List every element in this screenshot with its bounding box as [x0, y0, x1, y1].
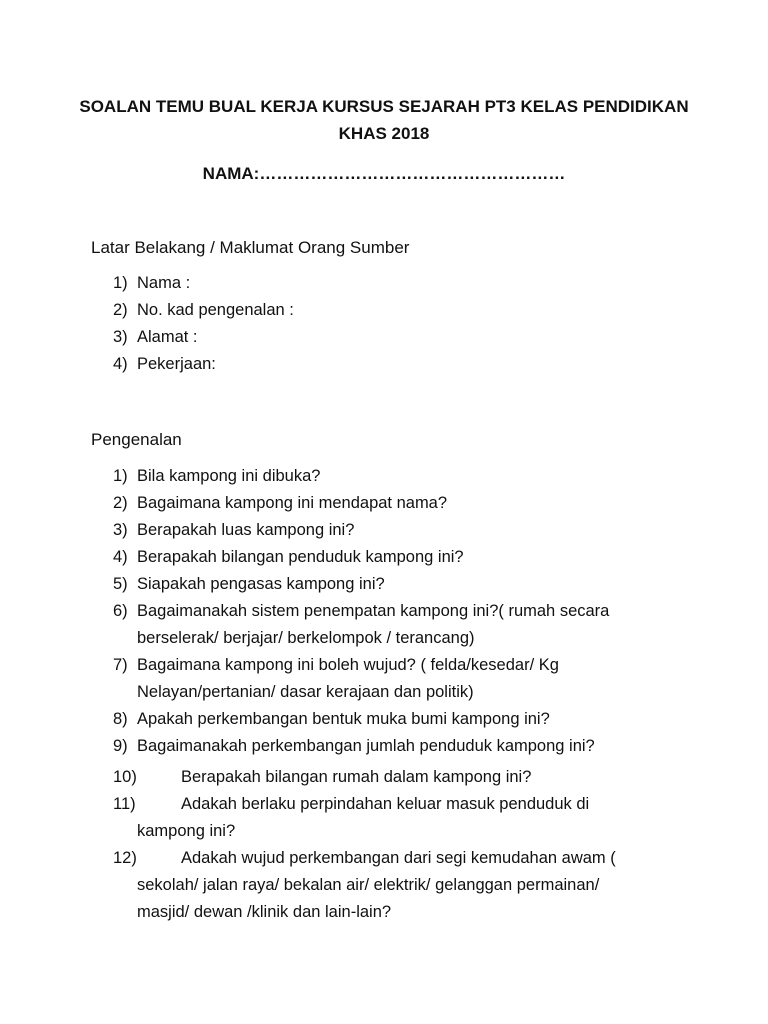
list-item: 8) Apakah perkembangan bentuk muka bumi kampong ini? [113, 710, 550, 728]
list-item-continuation: Nelayan/pertanian/ dasar kerajaan dan politik) [137, 683, 474, 701]
list-item-text: Berapakah bilangan rumah dalam kampong ini? [181, 768, 532, 786]
document-title-line-1: SOALAN TEMU BUAL KERJA KURSUS SEJARAH PT3 KELAS PENDIDIKAN [79, 97, 689, 116]
list-item-continuation: berselerak/ berjajar/ berkelompok / terancang) [137, 629, 475, 647]
latar-belakang-list [0, 270, 768, 378]
list-item-number: 11) [113, 795, 136, 813]
list-item-number: 10) [113, 768, 137, 786]
list-item: 7) Bagaimana kampong ini boleh wujud? ( felda/kesedar/ Kg [113, 656, 559, 674]
list-item: 5) Siapakah pengasas kampong ini? [113, 575, 385, 593]
pengenalan-list-cont-a [0, 652, 768, 679]
list-item: 4) Pekerjaan: [113, 355, 216, 373]
section-heading-latar-belakang: Latar Belakang / Maklumat Orang Sumber [91, 238, 410, 257]
list-item-text: Adakah berlaku perpindahan keluar masuk penduduk di [181, 795, 590, 813]
document-title-line-2: KHAS 2018 [338, 124, 430, 143]
nama-field-label: NAMA:……………………………………………… [202, 164, 566, 183]
list-item: 3) Alamat : [113, 328, 198, 346]
section-heading-pengenalan: Pengenalan [91, 430, 182, 449]
list-item: 4) Berapakah bilangan penduduk kampong ini? [113, 548, 464, 566]
list-item-continuation: masjid/ dewan /klinik dan lain-lain? [137, 903, 392, 921]
list-item-continuation: sekolah/ jalan raya/ bekalan air/ elektrik/ gelanggan permainan/ [137, 876, 600, 894]
list-item: 2) Bagaimana kampong ini mendapat nama? [113, 494, 448, 512]
list-item: 1) Bila kampong ini dibuka? [113, 467, 321, 485]
list-item-number: 12) [113, 849, 137, 867]
list-item: 3) Berapakah luas kampong ini? [113, 521, 355, 539]
pengenalan-list [0, 463, 768, 625]
list-item: 2) No. kad pengenalan : [113, 301, 294, 319]
list-item: 9) Bagaimanakah perkembangan jumlah penduduk kampong ini? [113, 737, 595, 755]
list-item-text: Adakah wujud perkembangan dari segi kemudahan awam ( [181, 849, 616, 867]
list-item: 6) Bagaimanakah sistem penempatan kampong ini?( rumah secara [113, 602, 610, 620]
pengenalan-list-cont-b [0, 706, 768, 760]
list-item: 1) Nama : [113, 274, 191, 292]
list-item-continuation: kampong ini? [137, 822, 236, 840]
